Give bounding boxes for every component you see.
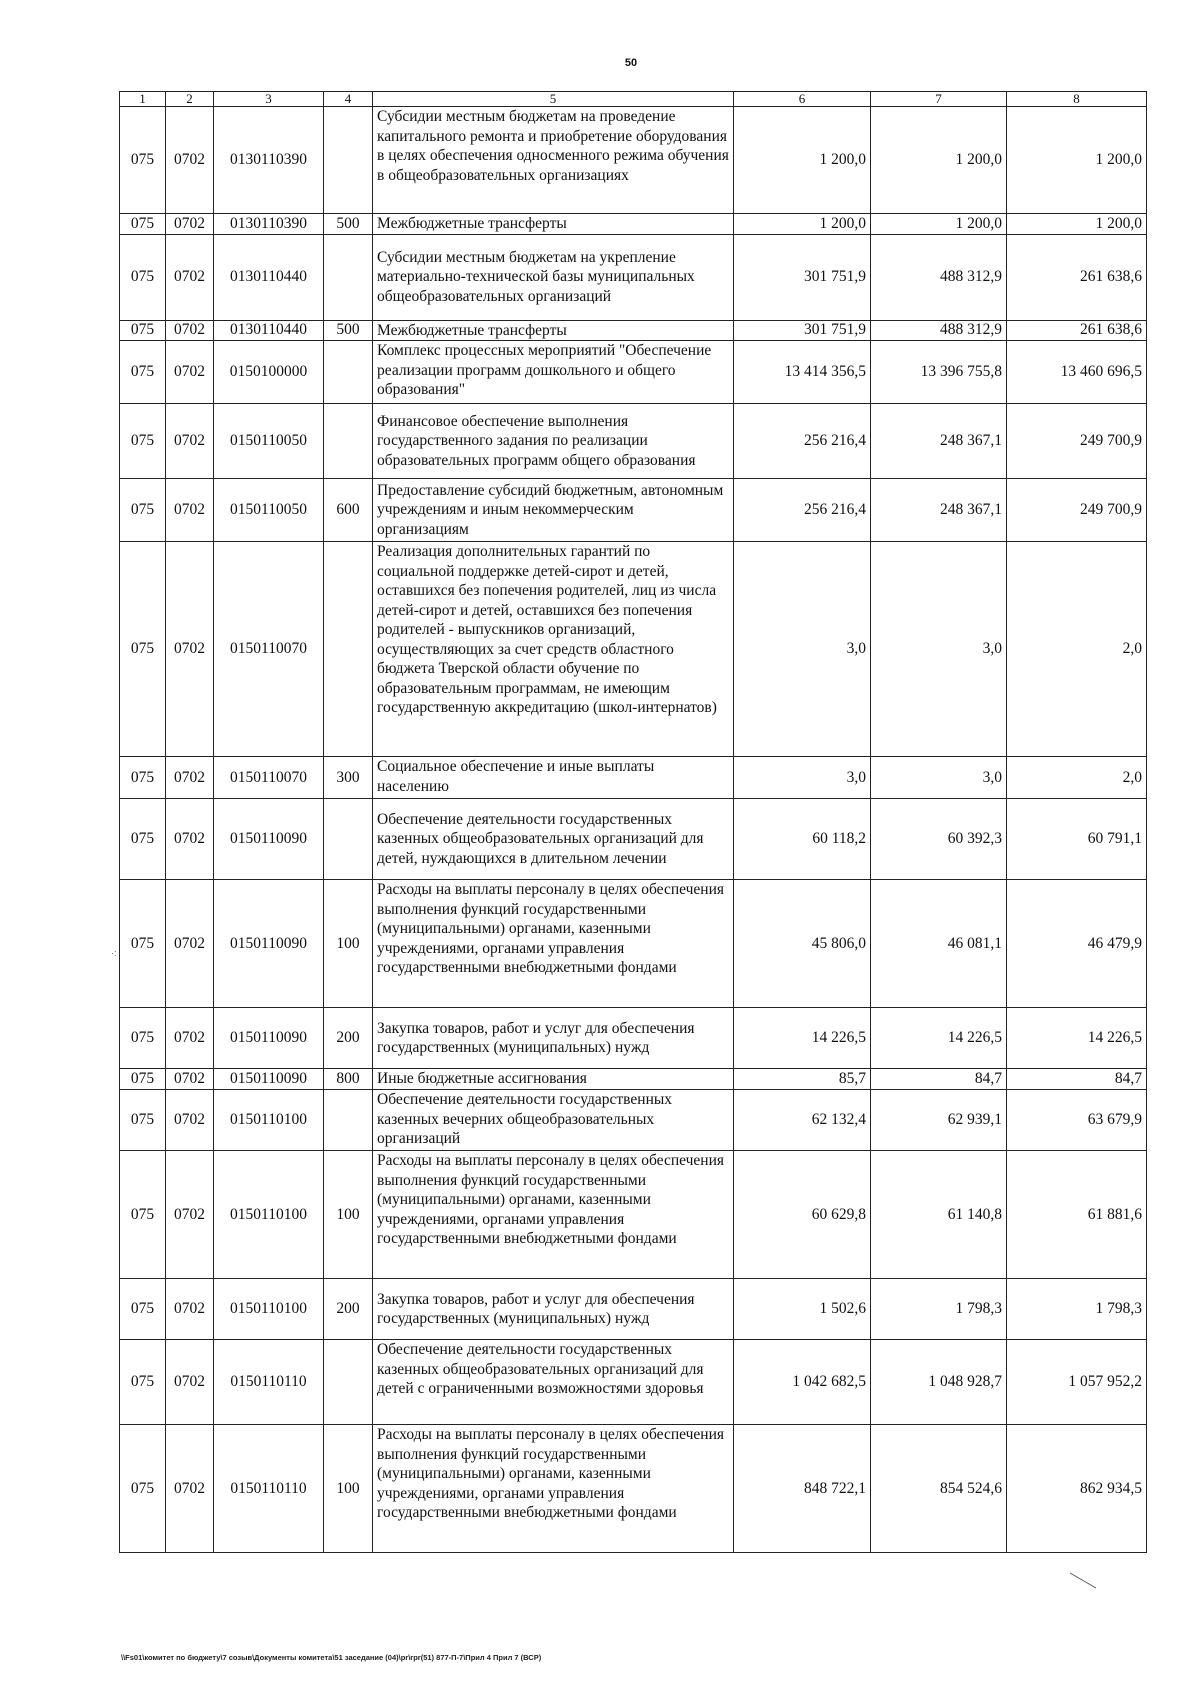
cell-target-article: 0150110050 (214, 479, 324, 542)
cell-amount-col8: 2,0 (1007, 542, 1147, 757)
cell-amount-col8: 2,0 (1007, 757, 1147, 799)
header-col-1: 1 (120, 92, 166, 107)
cell-expense-kind (324, 234, 373, 320)
cell-expense-kind: 200 (324, 1279, 373, 1340)
cell-section-code: 0702 (166, 107, 214, 214)
table-row (120, 479, 1147, 542)
cell-description: Реализация дополнительных гарантий по социальной поддержке детей-сирот и детей, оставшихся без попечения родителей, лиц из числа детей-сирот и детей, оставшихся без попечения родителей - выпускников организаций, осуществляющих за счет средств областного бюджета Тверской области обучение по образовательным программам, не имеющим государственную аккредитацию (школ-интернатов) (373, 542, 734, 757)
cell-amount-col8: 13 460 696,5 (1007, 341, 1147, 404)
cell-description: Обеспечение деятельности государственных казенных вечерних общеобразовательных организаций (373, 1090, 734, 1151)
header-col-5: 5 (373, 92, 734, 107)
cell-description: Предоставление субсидий бюджетным, автономным учреждениям и иным некоммерческим организациям (373, 479, 734, 542)
cell-amount-col6: 3,0 (734, 542, 871, 757)
cell-amount-col8: 1 200,0 (1007, 107, 1147, 214)
table-row (120, 1090, 1147, 1151)
cell-description: Финансовое обеспечение выполнения государственного задания по реализации образовательных программ общего образования (373, 404, 734, 479)
cell-target-article: 0150110070 (214, 542, 324, 757)
cell-amount-col6: 301 751,9 (734, 320, 871, 341)
table-row (120, 799, 1147, 880)
cell-amount-col7: 248 367,1 (871, 479, 1007, 542)
table-row (120, 880, 1147, 1008)
header-col-4: 4 (324, 92, 373, 107)
cell-amount-col6: 301 751,9 (734, 234, 871, 320)
cell-section-code: 0702 (166, 1008, 214, 1069)
cell-expense-kind (324, 799, 373, 880)
table-row (120, 1425, 1147, 1553)
cell-section-code: 0702 (166, 1090, 214, 1151)
cell-amount-col8: 1 798,3 (1007, 1279, 1147, 1340)
cell-admin-code: 075 (120, 1425, 166, 1553)
cell-target-article: 0150110100 (214, 1151, 324, 1279)
cell-section-code: 0702 (166, 234, 214, 320)
cell-section-code: 0702 (166, 1069, 214, 1090)
cell-target-article: 0150110090 (214, 1008, 324, 1069)
cell-expense-kind (324, 1340, 373, 1425)
cell-expense-kind (324, 1090, 373, 1151)
cell-admin-code: 075 (120, 757, 166, 799)
cell-description: Комплекс процессных мероприятий "Обеспечение реализации программ дошкольного и общего образования" (373, 341, 734, 404)
cell-admin-code: 075 (120, 799, 166, 880)
cell-section-code: 0702 (166, 880, 214, 1008)
cell-amount-col6: 13 414 356,5 (734, 341, 871, 404)
cell-amount-col6: 1 200,0 (734, 107, 871, 214)
cell-expense-kind: 100 (324, 880, 373, 1008)
cell-expense-kind: 500 (324, 320, 373, 341)
cell-section-code: 0702 (166, 214, 214, 235)
cell-amount-col7: 1 200,0 (871, 107, 1007, 214)
cell-description: Социальное обеспечение и иные выплаты населению (373, 757, 734, 799)
cell-amount-col8: 14 226,5 (1007, 1008, 1147, 1069)
cell-amount-col6: 60 629,8 (734, 1151, 871, 1279)
cell-admin-code: 075 (120, 1069, 166, 1090)
cell-section-code: 0702 (166, 1279, 214, 1340)
cell-amount-col7: 854 524,6 (871, 1425, 1007, 1553)
table-row (120, 214, 1147, 235)
cell-description: Межбюджетные трансферты (373, 214, 734, 235)
cell-amount-col7: 61 140,8 (871, 1151, 1007, 1279)
cell-expense-kind: 500 (324, 214, 373, 235)
cell-target-article: 0130110440 (214, 320, 324, 341)
cell-admin-code: 075 (120, 234, 166, 320)
cell-amount-col7: 13 396 755,8 (871, 341, 1007, 404)
table-row (120, 1279, 1147, 1340)
cell-target-article: 0150110090 (214, 799, 324, 880)
cell-admin-code: 075 (120, 1008, 166, 1069)
cell-target-article: 0130110390 (214, 107, 324, 214)
cell-amount-col8: 261 638,6 (1007, 234, 1147, 320)
table-row (120, 1340, 1147, 1425)
table-row (120, 757, 1147, 799)
cell-amount-col8: 63 679,9 (1007, 1090, 1147, 1151)
cell-amount-col7: 3,0 (871, 757, 1007, 799)
table-row (120, 341, 1147, 404)
cell-target-article: 0150100000 (214, 341, 324, 404)
scan-stroke (1070, 1573, 1096, 1589)
cell-admin-code: 075 (120, 320, 166, 341)
table-row (120, 234, 1147, 320)
cell-amount-col7: 14 226,5 (871, 1008, 1007, 1069)
cell-amount-col6: 256 216,4 (734, 404, 871, 479)
cell-amount-col6: 45 806,0 (734, 880, 871, 1008)
cell-description: Обеспечение деятельности государственных казенных общеобразовательных организаций для детей с ограниченными возможностями здоровья (373, 1340, 734, 1425)
cell-expense-kind: 600 (324, 479, 373, 542)
cell-amount-col8: 1 057 952,2 (1007, 1340, 1147, 1425)
cell-amount-col7: 1 048 928,7 (871, 1340, 1007, 1425)
table-row (120, 1069, 1147, 1090)
footer-file-path: \\Fs01\комитет по бюджету\7 созыв\Документы комитета\51 заседание (04)\pr\rpr(51) 877-П-7\Прил 4 Прил 7 (ВСР) (121, 1653, 542, 1662)
cell-description: Субсидии местным бюджетам на проведение капитального ремонта и приобретение оборудования в целях обеспечения односменного режима обучения в общеобразовательных организациях (373, 107, 734, 214)
cell-amount-col7: 60 392,3 (871, 799, 1007, 880)
cell-expense-kind: 300 (324, 757, 373, 799)
cell-amount-col7: 3,0 (871, 542, 1007, 757)
cell-amount-col6: 1 502,6 (734, 1279, 871, 1340)
cell-section-code: 0702 (166, 799, 214, 880)
scan-mark: ·: (111, 948, 117, 958)
page-number: 50 (624, 57, 638, 69)
table-row (120, 320, 1147, 341)
cell-expense-kind: 800 (324, 1069, 373, 1090)
cell-target-article: 0150110070 (214, 757, 324, 799)
header-row (120, 92, 1147, 107)
cell-target-article: 0150110090 (214, 1069, 324, 1090)
cell-description: Межбюджетные трансферты (373, 320, 734, 341)
cell-section-code: 0702 (166, 404, 214, 479)
table-row (120, 1008, 1147, 1069)
cell-description: Расходы на выплаты персоналу в целях обеспечения выполнения функций государственными (муниципальными) органами, казенными учреждениями, органами управления государственными внебюджетными фондами (373, 1425, 734, 1553)
cell-section-code: 0702 (166, 341, 214, 404)
budget-table (119, 91, 1147, 1553)
cell-target-article: 0150110050 (214, 404, 324, 479)
cell-amount-col8: 261 638,6 (1007, 320, 1147, 341)
cell-admin-code: 075 (120, 880, 166, 1008)
cell-amount-col7: 62 939,1 (871, 1090, 1007, 1151)
cell-amount-col8: 60 791,1 (1007, 799, 1147, 880)
cell-amount-col7: 488 312,9 (871, 234, 1007, 320)
cell-amount-col8: 249 700,9 (1007, 479, 1147, 542)
cell-expense-kind (324, 542, 373, 757)
cell-expense-kind (324, 341, 373, 404)
cell-amount-col6: 3,0 (734, 757, 871, 799)
cell-amount-col7: 1 200,0 (871, 214, 1007, 235)
cell-admin-code: 075 (120, 1279, 166, 1340)
cell-target-article: 0150110110 (214, 1425, 324, 1553)
header-col-7: 7 (871, 92, 1007, 107)
cell-amount-col6: 62 132,4 (734, 1090, 871, 1151)
cell-target-article: 0130110390 (214, 214, 324, 235)
cell-amount-col8: 862 934,5 (1007, 1425, 1147, 1553)
cell-amount-col8: 46 479,9 (1007, 880, 1147, 1008)
cell-section-code: 0702 (166, 542, 214, 757)
cell-expense-kind: 200 (324, 1008, 373, 1069)
cell-description: Иные бюджетные ассигнования (373, 1069, 734, 1090)
header-col-2: 2 (166, 92, 214, 107)
cell-admin-code: 075 (120, 404, 166, 479)
cell-section-code: 0702 (166, 1151, 214, 1279)
cell-description: Закупка товаров, работ и услуг для обеспечения государственных (муниципальных) нужд (373, 1008, 734, 1069)
cell-target-article: 0130110440 (214, 234, 324, 320)
cell-amount-col6: 60 118,2 (734, 799, 871, 880)
cell-target-article: 0150110110 (214, 1340, 324, 1425)
cell-amount-col8: 84,7 (1007, 1069, 1147, 1090)
cell-amount-col7: 488 312,9 (871, 320, 1007, 341)
header-col-6: 6 (734, 92, 871, 107)
cell-target-article: 0150110090 (214, 880, 324, 1008)
cell-amount-col6: 848 722,1 (734, 1425, 871, 1553)
cell-amount-col6: 1 200,0 (734, 214, 871, 235)
cell-section-code: 0702 (166, 1340, 214, 1425)
cell-amount-col6: 85,7 (734, 1069, 871, 1090)
cell-amount-col7: 84,7 (871, 1069, 1007, 1090)
header-col-8: 8 (1007, 92, 1147, 107)
cell-section-code: 0702 (166, 1425, 214, 1553)
cell-admin-code: 075 (120, 341, 166, 404)
cell-expense-kind (324, 107, 373, 214)
cell-admin-code: 075 (120, 542, 166, 757)
cell-admin-code: 075 (120, 214, 166, 235)
cell-expense-kind: 100 (324, 1425, 373, 1553)
cell-expense-kind: 100 (324, 1151, 373, 1279)
cell-amount-col8: 61 881,6 (1007, 1151, 1147, 1279)
cell-admin-code: 075 (120, 1151, 166, 1279)
table-row (120, 404, 1147, 479)
table-row (120, 542, 1147, 757)
cell-admin-code: 075 (120, 1340, 166, 1425)
cell-section-code: 0702 (166, 320, 214, 341)
cell-admin-code: 075 (120, 479, 166, 542)
cell-section-code: 0702 (166, 757, 214, 799)
table-row (120, 107, 1147, 214)
cell-section-code: 0702 (166, 479, 214, 542)
table-body (120, 107, 1147, 1553)
cell-description: Расходы на выплаты персоналу в целях обеспечения выполнения функций государственными (муниципальными) органами, казенными учреждениями, органами управления государственными внебюджетными фондами (373, 1151, 734, 1279)
cell-target-article: 0150110100 (214, 1090, 324, 1151)
cell-target-article: 0150110100 (214, 1279, 324, 1340)
cell-admin-code: 075 (120, 1090, 166, 1151)
table-row (120, 1151, 1147, 1279)
cell-expense-kind (324, 404, 373, 479)
cell-description: Закупка товаров, работ и услуг для обеспечения государственных (муниципальных) нужд (373, 1279, 734, 1340)
cell-amount-col6: 14 226,5 (734, 1008, 871, 1069)
cell-description: Расходы на выплаты персоналу в целях обеспечения выполнения функций государственными (муниципальными) органами, казенными учреждениями, органами управления государственными внебюджетными фондами (373, 880, 734, 1008)
cell-amount-col7: 46 081,1 (871, 880, 1007, 1008)
cell-amount-col8: 249 700,9 (1007, 404, 1147, 479)
cell-amount-col8: 1 200,0 (1007, 214, 1147, 235)
cell-amount-col6: 256 216,4 (734, 479, 871, 542)
cell-amount-col7: 1 798,3 (871, 1279, 1007, 1340)
cell-amount-col7: 248 367,1 (871, 404, 1007, 479)
header-col-3: 3 (214, 92, 324, 107)
cell-description: Субсидии местным бюджетам на укрепление материально-технической базы муниципальных общеобразовательных организаций (373, 234, 734, 320)
cell-admin-code: 075 (120, 107, 166, 214)
cell-description: Обеспечение деятельности государственных казенных общеобразовательных организаций для детей, нуждающихся в длительном лечении (373, 799, 734, 880)
cell-amount-col6: 1 042 682,5 (734, 1340, 871, 1425)
